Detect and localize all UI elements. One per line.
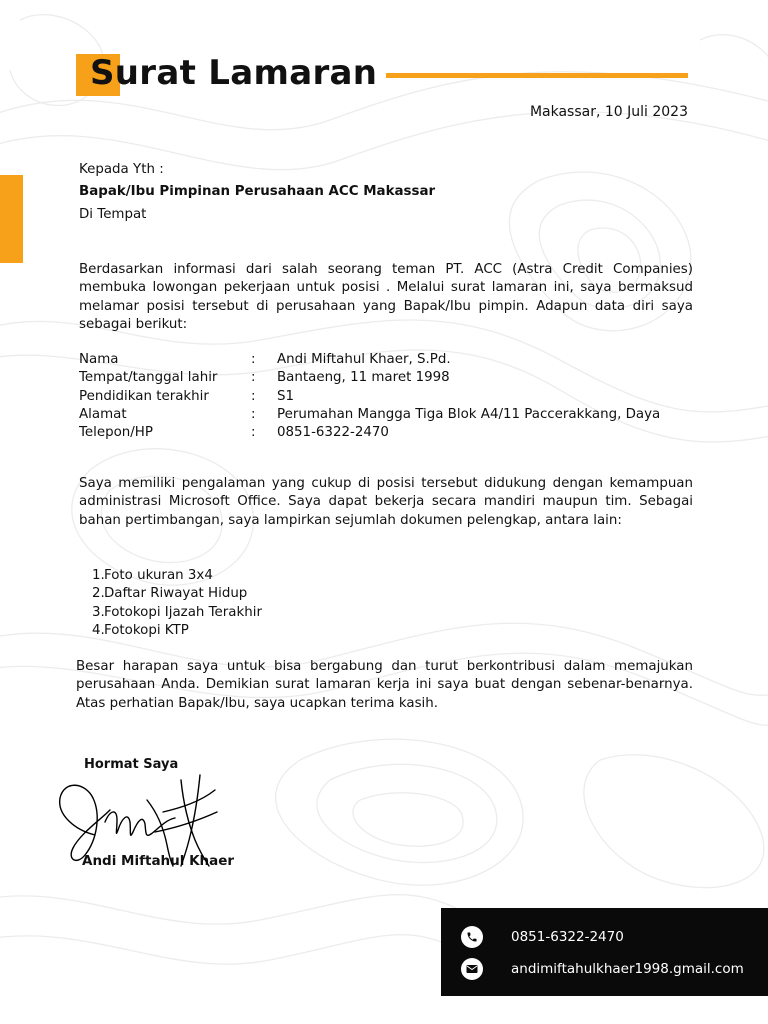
closing-phrase: Hormat Saya (84, 757, 179, 772)
list-item (92, 585, 262, 603)
list-item (92, 567, 262, 585)
list-number: 2. (92, 586, 105, 602)
title-underline (386, 73, 688, 78)
data-label: Nama (79, 352, 119, 367)
data-label: Pendidikan terakhir (79, 388, 209, 404)
table-row (79, 406, 660, 424)
data-separator: : (251, 406, 256, 422)
handwritten-signature (55, 760, 225, 870)
personal-data-table (79, 351, 660, 442)
footer-phone: 0851-6322-2470 (511, 929, 624, 945)
table-row (79, 388, 660, 406)
phone-icon (461, 926, 483, 948)
data-value: Perumahan Mangga Tiga Blok A4/11 Paccerakkang, Daya (277, 406, 661, 422)
table-row (79, 424, 660, 442)
data-separator: : (251, 352, 256, 367)
experience-paragraph: Saya memiliki pengalaman yang cukup di posisi tersebut didukung dengan kemampuan administrasi Microsoft Office. Saya dapat bekerja secara mandiri maupun tim. Sebagai bahan pertimbangan, saya lampirkan sejumlah dokumen pelengkap, antara lain: (79, 476, 693, 528)
data-label: Tempat/tanggal lahir (79, 370, 218, 386)
data-separator: : (251, 388, 256, 404)
data-value: Bantaeng, 11 maret 1998 (277, 370, 450, 386)
data-value: S1 (277, 388, 295, 404)
list-number: 4. (92, 622, 105, 638)
data-value: Andi Miftahul Khaer, S.Pd. (277, 352, 451, 367)
mail-icon (461, 958, 483, 980)
contact-footer (441, 908, 768, 996)
footer-email: andimiftahulkhaer1998.gmail.com (511, 961, 744, 977)
list-item (92, 604, 262, 622)
table-row (79, 351, 660, 369)
intro-paragraph: Berdasarkan informasi dari salah seorang teman PT. ACC (Astra Credit Companies) membuka lowongan pekerjaan untuk posisi . Melalui surat lamaran ini, saya bermaksud melamar posisi tersebut di perusahaan yang Bapak/Ibu pimpin. Adapun data diri saya sebagai berikut: (79, 262, 693, 332)
table-row (79, 369, 660, 387)
list-text: Foto ukuran 3x4 (104, 568, 213, 583)
data-separator: : (251, 425, 256, 441)
footer-email-row (461, 958, 744, 980)
list-text: Fotokopi KTP (104, 622, 189, 638)
closing-paragraph: Besar harapan saya untuk bisa bergabung dan turut berkontribusi dalam memajukan perusahaan Anda. Demikian surat lamaran kerja ini saya buat dengan sebenar-benarnya. Atas perhatian Bapak/Ibu, saya ucapkan terima kasih. (76, 659, 693, 711)
signer-name: Andi Miftahul Khaer (82, 853, 235, 869)
recipient-name: Bapak/Ibu Pimpinan Perusahaan ACC Makassar (79, 184, 436, 200)
side-accent-bar (0, 175, 23, 263)
data-label: Alamat (79, 406, 127, 422)
recipient-place: Di Tempat (79, 206, 147, 222)
document-list (92, 567, 262, 640)
letter-title: Surat Lamaran (90, 53, 378, 93)
list-number: 1. (92, 568, 105, 583)
footer-phone-row (461, 926, 624, 948)
letter-date: Makassar, 10 Juli 2023 (529, 104, 688, 120)
list-text: Daftar Riwayat Hidup (104, 586, 248, 602)
list-text: Fotokopi Ijazah Terakhir (104, 604, 262, 620)
data-value: 0851-6322-2470 (277, 425, 389, 441)
data-separator: : (251, 370, 256, 386)
data-label: Telepon/HP (79, 425, 153, 441)
list-number: 3. (92, 604, 105, 620)
recipient-salutation: Kepada Yth : (79, 162, 164, 177)
recipient-block (79, 161, 499, 228)
list-item (92, 622, 262, 640)
